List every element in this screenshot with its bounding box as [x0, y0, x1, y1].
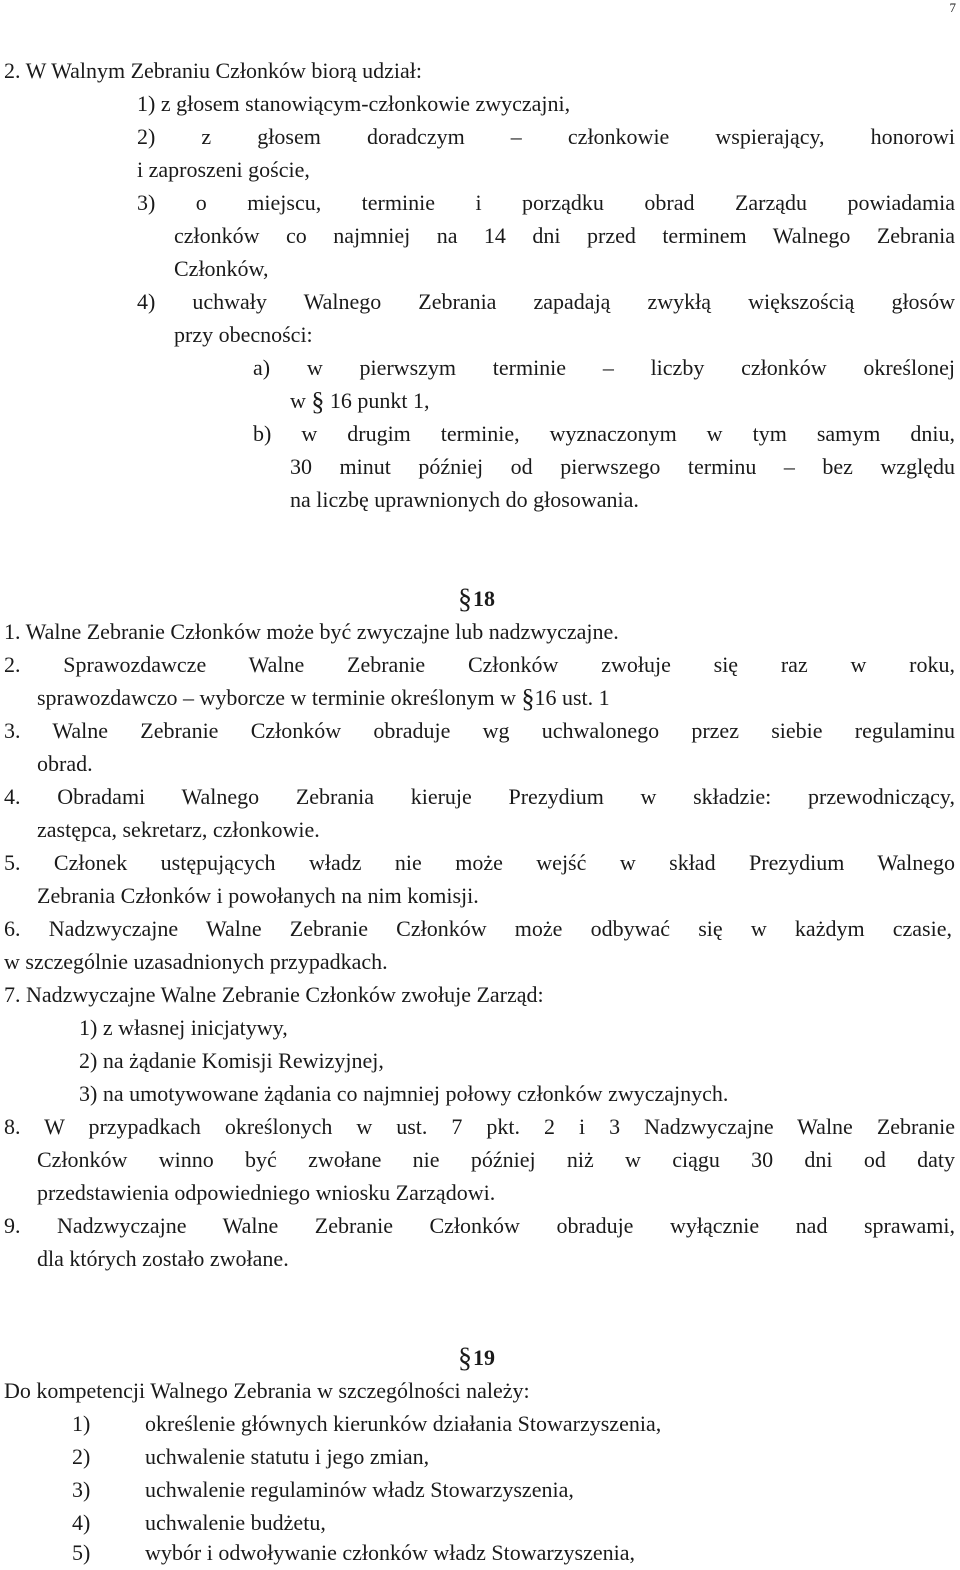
s18-paragraph-2-line-2: [37, 681, 610, 715]
s18-paragraph-4-line-2: zastępca, sekretarz, członkowie.: [37, 817, 320, 842]
section-18-heading: [458, 582, 495, 616]
paragraph-2-subitem-a-line-1: a) w pierwszym terminie – liczby członków określonej: [253, 355, 955, 380]
s18-paragraph-9-line-2: dla których zostało zwołane.: [37, 1246, 289, 1271]
list-item-text: uchwalenie budżetu,: [145, 1510, 326, 1535]
s18-paragraph-2-line-1: 2. Sprawozdawcze Walne Zebranie Członków zwołuje się raz w roku,: [4, 652, 955, 677]
paragraph-2-item-3-line-1: 3) o miejscu, terminie i porządku obrad Zarządu powiadamia: [137, 190, 955, 215]
s18-paragraph-5-line-2: Zebrania Członków i powołanych na nim komisji.: [37, 883, 479, 908]
s18-paragraph-1: 1. Walne Zebranie Członków może być zwyczajne lub nadzwyczajne.: [4, 619, 619, 644]
s18-paragraph-8-line-2: Członków winno być zwołane nie później niż w ciągu 30 dni od daty: [37, 1147, 955, 1172]
paragraph-2-item-2-line-2: i zaproszeni goście,: [137, 157, 310, 182]
s18-paragraph-4-line-1: 4. Obradami Walnego Zebrania kieruje Prezydium w składzie: przewodniczący,: [4, 784, 955, 809]
s18-paragraph-8-line-1: 8. W przypadkach określonych w ust. 7 pkt. 2 i 3 Nadzwyczajne Walne Zebranie: [4, 1114, 955, 1139]
s18-paragraph-7-item-2: 2) na żądanie Komisji Rewizyjnej,: [79, 1048, 384, 1073]
s18-paragraph-7: 7. Nadzwyczajne Walne Zebranie Członków zwołuje Zarząd:: [4, 982, 544, 1007]
section-symbol: §: [458, 584, 472, 615]
paragraph-2-subitem-b-line-3: na liczbę uprawnionych do głosowania.: [290, 487, 639, 512]
page-number: 7: [949, 0, 956, 15]
section-number: 19: [473, 1345, 495, 1370]
text-fragment: 16 punkt 1,: [324, 388, 430, 413]
list-item-number: 3): [72, 1477, 91, 1502]
paragraph-2-item-4-line-1: 4) uchwały Walnego Zebrania zapadają zwykłą większością głosów: [137, 289, 955, 314]
paragraph-2-subitem-b-line-1: b) w drugim terminie, wyznaczonym w tym samym dniu,: [253, 421, 955, 446]
list-item-number: 1): [72, 1411, 91, 1436]
s18-paragraph-5-line-1: 5. Członek ustępujących władz nie może wejść w skład Prezydium Walnego: [4, 850, 955, 875]
s18-paragraph-8-line-3: przedstawienia odpowiedniego wniosku Zarządowi.: [37, 1180, 496, 1205]
paragraph-2-item-4-line-2: przy obecności:: [174, 322, 313, 347]
text-fragment: w: [290, 388, 312, 413]
paragraph-2-subitem-b-line-2: 30 minut później od pierwszego terminu – bez względu: [290, 454, 955, 479]
section-symbol: §: [521, 684, 535, 713]
s18-paragraph-3-line-1: 3. Walne Zebranie Członków obraduje wg uchwalonego przez siebie regulaminu: [4, 718, 955, 743]
paragraph-2-item-3-line-3: Członków,: [174, 256, 269, 281]
section-symbol: §: [311, 387, 325, 416]
s18-paragraph-3-line-2: obrad.: [37, 751, 93, 776]
list-item-number: 2): [72, 1444, 91, 1469]
list-item-number: 5): [72, 1540, 91, 1565]
s18-paragraph-7-item-1: 1) z własnej inicjatywy,: [79, 1015, 288, 1040]
paragraph-2-item-3-line-2: członków co najmniej na 14 dni przed terminem Walnego Zebrania: [174, 223, 955, 248]
text-fragment: 16 ust. 1: [534, 685, 610, 710]
list-item-text: uchwalenie statutu i jego zmian,: [145, 1444, 430, 1469]
s18-paragraph-6-line-1: 6. Nadzwyczajne Walne Zebranie Członków może odbywać się w każdym czasie,: [4, 916, 952, 941]
list-item-text: określenie głównych kierunków działania Stowarzyszenia,: [145, 1411, 662, 1436]
paragraph-2-item-2-line-1: 2) z głosem doradczym – członkowie wspierający, honorowi: [137, 124, 955, 149]
s19-intro: Do kompetencji Walnego Zebrania w szczególności należy:: [4, 1378, 530, 1403]
list-item-text: uchwalenie regulaminów władz Stowarzyszenia,: [145, 1477, 574, 1502]
s18-paragraph-9-line-1: 9. Nadzwyczajne Walne Zebranie Członków obraduje wyłącznie nad sprawami,: [4, 1213, 955, 1238]
list-item-number: 4): [72, 1510, 91, 1535]
section-19-heading: [458, 1341, 495, 1375]
paragraph-2-heading: 2. W Walnym Zebraniu Członków biorą udział:: [4, 58, 422, 83]
section-number: 18: [473, 586, 495, 611]
paragraph-2-subitem-a-line-2: [290, 384, 430, 418]
s18-paragraph-6-line-2: w szczególnie uzasadnionych przypadkach.: [4, 949, 388, 974]
list-item-text: wybór i odwoływanie członków władz Stowarzyszenia,: [145, 1540, 635, 1565]
section-symbol: §: [458, 1343, 472, 1374]
paragraph-2-item-1: 1) z głosem stanowiącym-członkowie zwyczajni,: [137, 91, 571, 116]
text-fragment: sprawozdawczo – wyborcze w terminie określonym w: [37, 685, 522, 710]
s18-paragraph-7-item-3: 3) na umotywowane żądania co najmniej połowy członków zwyczajnych.: [79, 1081, 729, 1106]
